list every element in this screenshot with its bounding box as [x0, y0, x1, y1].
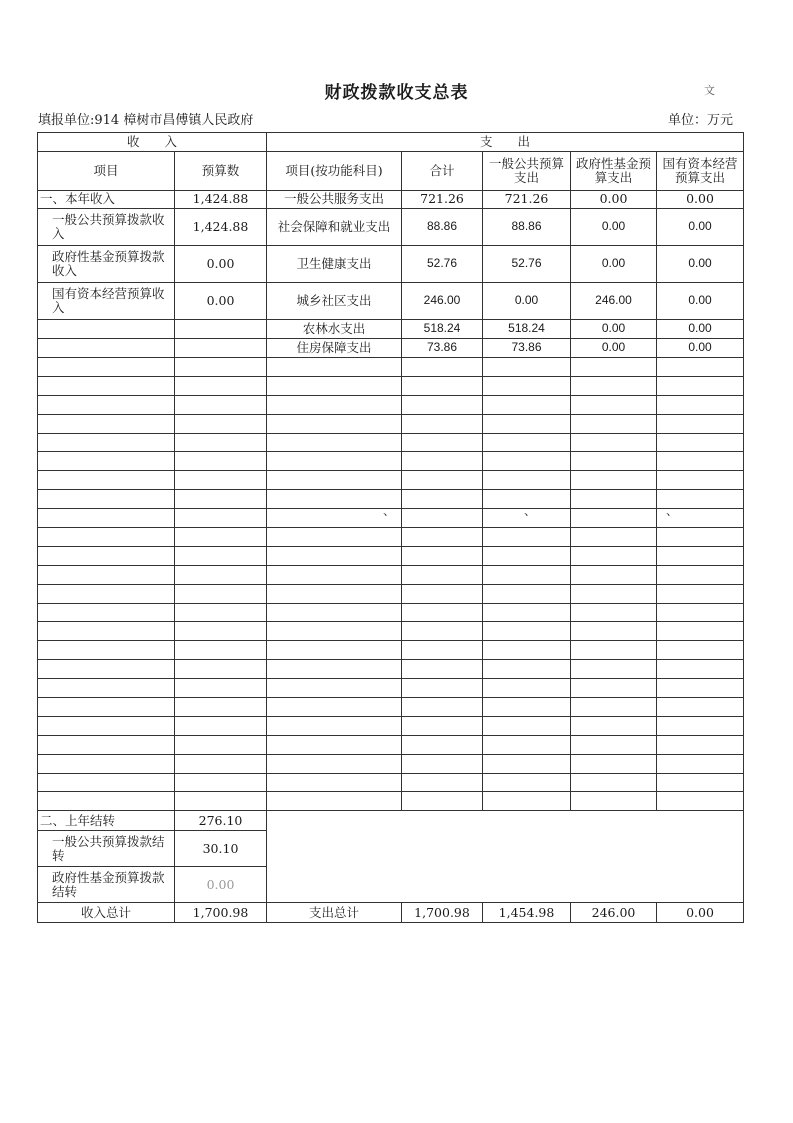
empty-row — [38, 565, 744, 584]
expense-item: 住房保障支出 — [267, 339, 402, 358]
carry-budget: 30.10 — [175, 831, 267, 867]
table-row — [38, 283, 744, 320]
expense-general: 88.86 — [483, 209, 571, 246]
carry-row — [38, 811, 744, 831]
carry-item: 一般公共预算拨款结转 — [38, 831, 175, 867]
income-budget: 1,424.88 — [175, 191, 267, 209]
expense-gov-fund: 0.00 — [571, 320, 657, 339]
income-item — [38, 339, 175, 358]
corner-stamp-mark: 文 — [704, 84, 715, 97]
empty-row — [38, 679, 744, 698]
income-budget — [175, 320, 267, 339]
table-row — [38, 320, 744, 339]
empty-row — [38, 471, 744, 490]
stray-mark: 、 — [524, 504, 537, 518]
expense-item: 城乡社区支出 — [267, 283, 402, 320]
expense-gov-fund-total: 246.00 — [571, 903, 657, 923]
expense-state-capital-total: 0.00 — [657, 903, 744, 923]
table-row — [38, 246, 744, 283]
expense-total: 246.00 — [402, 283, 483, 320]
empty-row — [38, 528, 744, 547]
empty-row — [38, 773, 744, 792]
col-budget-header: 预算数 — [175, 152, 267, 191]
empty-row — [38, 414, 744, 433]
expense-total-value: 1,700.98 — [402, 903, 483, 923]
empty-row — [38, 641, 744, 660]
col-func-item-header: 项目(按功能科目) — [267, 152, 402, 191]
income-header: 收 入 — [38, 133, 267, 152]
carry-item: 政府性基金预算拨款结转 — [38, 867, 175, 903]
income-item — [38, 320, 175, 339]
empty-row — [38, 698, 744, 717]
expense-total-label: 支出总计 — [267, 903, 402, 923]
stray-mark: 、 — [383, 504, 396, 518]
table-row — [38, 191, 744, 209]
group-header-row — [38, 133, 744, 152]
col-item-header: 项目 — [38, 152, 175, 191]
expense-state-capital: 0.00 — [657, 320, 744, 339]
empty-row — [38, 735, 744, 754]
currency-unit: 单位：万元 — [668, 113, 734, 128]
expense-total: 73.86 — [402, 339, 483, 358]
empty-row — [38, 792, 744, 811]
column-header-row — [38, 152, 744, 191]
expense-gov-fund: 0.00 — [571, 191, 657, 209]
expense-general: 721.26 — [483, 191, 571, 209]
expense-header: 支 出 — [267, 133, 744, 152]
empty-row — [38, 622, 744, 641]
income-budget: 0.00 — [175, 283, 267, 320]
expense-state-capital: 0.00 — [657, 209, 744, 246]
expense-state-capital: 0.00 — [657, 339, 744, 358]
expense-gov-fund: 0.00 — [571, 209, 657, 246]
income-total-label: 收入总计 — [38, 903, 175, 923]
empty-row — [38, 376, 744, 395]
income-item: 一、本年收入 — [38, 191, 175, 209]
expense-general-total: 1,454.98 — [483, 903, 571, 923]
income-budget: 0.00 — [175, 246, 267, 283]
empty-row — [38, 660, 744, 679]
reporting-unit: 填报单位:914 樟树市昌傅镇人民政府 — [38, 113, 254, 128]
carry-budget: 0.00 — [175, 867, 267, 903]
carry-item: 二、上年结转 — [38, 811, 175, 831]
empty-row — [38, 716, 744, 735]
empty-row — [38, 433, 744, 452]
expense-general: 518.24 — [483, 320, 571, 339]
empty-row — [38, 395, 744, 414]
budget-summary-table — [37, 132, 744, 923]
income-item: 国有资本经营预算收入 — [38, 283, 175, 320]
expense-gov-fund: 246.00 — [571, 283, 657, 320]
col-state-capital-header: 国有资本经营预算支出 — [657, 152, 744, 191]
stray-mark: 、 — [666, 504, 679, 518]
expense-item: 卫生健康支出 — [267, 246, 402, 283]
expense-item: 一般公共服务支出 — [267, 191, 402, 209]
expense-total: 518.24 — [402, 320, 483, 339]
empty-row — [38, 584, 744, 603]
totals-row — [38, 903, 744, 923]
expense-gov-fund: 0.00 — [571, 246, 657, 283]
expense-state-capital: 0.00 — [657, 246, 744, 283]
empty-row — [38, 603, 744, 622]
income-item: 政府性基金预算拨款收入 — [38, 246, 175, 283]
expense-general: 73.86 — [483, 339, 571, 358]
income-total-value: 1,700.98 — [175, 903, 267, 923]
expense-total: 52.76 — [402, 246, 483, 283]
empty-row — [38, 546, 744, 565]
carry-expense-blank — [267, 811, 744, 903]
page-title: 财政拨款收支总表 — [324, 83, 469, 103]
expense-general: 0.00 — [483, 283, 571, 320]
expense-total: 721.26 — [402, 191, 483, 209]
empty-row — [38, 358, 744, 377]
expense-item: 社会保障和就业支出 — [267, 209, 402, 246]
empty-row — [38, 452, 744, 471]
income-budget: 1,424.88 — [175, 209, 267, 246]
income-budget — [175, 339, 267, 358]
expense-state-capital: 0.00 — [657, 283, 744, 320]
income-item: 一般公共预算拨款收入 — [38, 209, 175, 246]
empty-row — [38, 754, 744, 773]
table-row — [38, 209, 744, 246]
col-general-header: 一般公共预算支出 — [483, 152, 571, 191]
col-total-header: 合计 — [402, 152, 483, 191]
col-gov-fund-header: 政府性基金预算支出 — [571, 152, 657, 191]
expense-item: 农林水支出 — [267, 320, 402, 339]
expense-total: 88.86 — [402, 209, 483, 246]
expense-state-capital: 0.00 — [657, 191, 744, 209]
table-row — [38, 339, 744, 358]
expense-general: 52.76 — [483, 246, 571, 283]
expense-gov-fund: 0.00 — [571, 339, 657, 358]
carry-budget: 276.10 — [175, 811, 267, 831]
